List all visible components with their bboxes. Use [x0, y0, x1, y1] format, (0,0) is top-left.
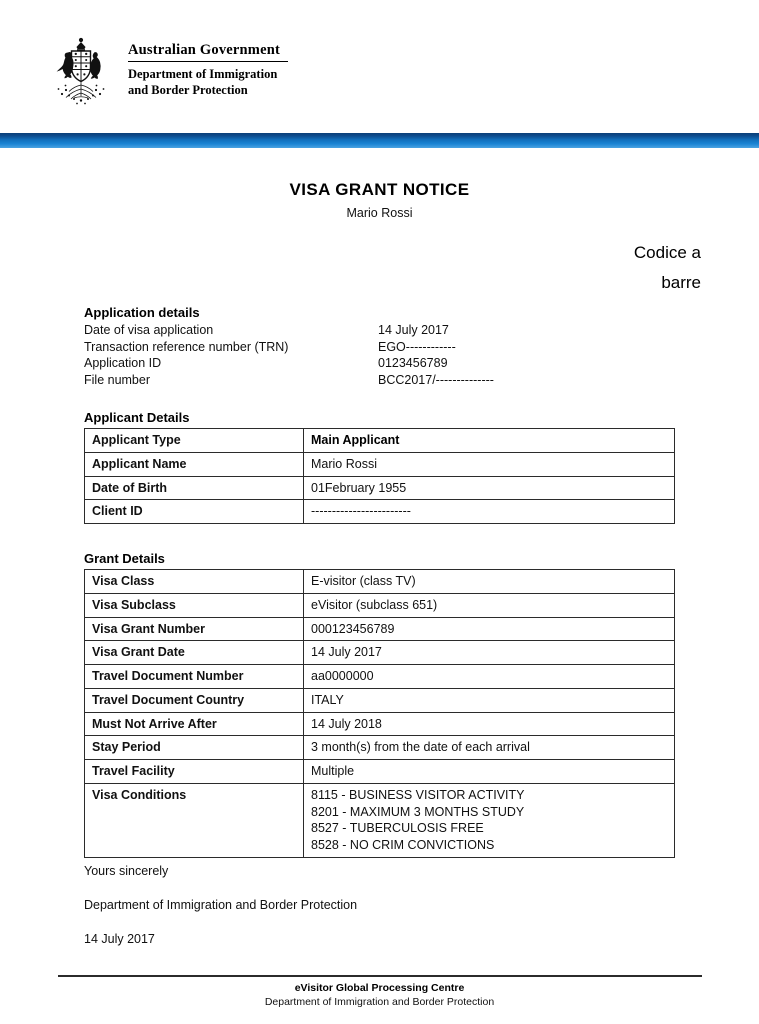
department-name-line1: Department of Immigration [128, 66, 278, 81]
table-row [85, 476, 675, 500]
cell-value: eVisitor (subclass 651) [304, 593, 675, 617]
application-details-row [84, 322, 684, 339]
table-row [85, 570, 675, 594]
barcode-placeholder [501, 238, 701, 298]
cell-label: Visa Grant Number [85, 617, 304, 641]
application-details-row [84, 355, 684, 372]
cell-label: Date of Birth [85, 476, 304, 500]
department-name-line2: and Border Protection [128, 82, 248, 97]
page-title: VISA GRANT NOTICE [289, 180, 470, 199]
application-details-row [84, 339, 684, 356]
cell-value: Mario Rossi [304, 452, 675, 476]
cell-label: Applicant Name [85, 452, 304, 476]
wordmark-divider [128, 61, 288, 62]
row-label: File number [84, 372, 150, 387]
row-value: BCC2017/-------------- [378, 372, 494, 387]
barcode-placeholder-line1: Codice a [633, 243, 701, 262]
applicant-details-heading: Applicant Details [84, 410, 190, 425]
table-row [85, 688, 675, 712]
cell-value: ------------------------ [304, 500, 675, 524]
application-details-section [84, 305, 684, 389]
page-footer [0, 975, 759, 1010]
row-value: 14 July 2017 [378, 323, 449, 337]
closing-date: 14 July 2017 [84, 932, 155, 946]
brand-accent-band [0, 133, 759, 148]
cell-label: Visa Subclass [85, 593, 304, 617]
table-row-visa-conditions [85, 783, 675, 857]
cell-value: E-visitor (class TV) [304, 570, 675, 594]
cell-value: 3 month(s) from the date of each arrival [304, 736, 675, 760]
cell-label: Visa Class [85, 570, 304, 594]
table-row [85, 452, 675, 476]
cell-value: 01February 1955 [304, 476, 675, 500]
cell-label: Client ID [85, 500, 304, 524]
visa-condition-item: 8201 - MAXIMUM 3 MONTHS STUDY [311, 804, 525, 819]
table-row [85, 429, 675, 453]
visa-conditions-list [304, 783, 675, 857]
cell-label: Travel Facility [85, 760, 304, 784]
table-row [85, 593, 675, 617]
cell-value: aa0000000 [304, 665, 675, 689]
footer-department-name: Department of Immigration and Border Protection [264, 996, 495, 1009]
table-row [85, 760, 675, 784]
visa-condition-item: 8527 - TUBERCULOSIS FREE [311, 821, 484, 836]
table-row [85, 500, 675, 524]
cell-value: ITALY [304, 688, 675, 712]
table-row [85, 712, 675, 736]
grant-details-table [84, 569, 675, 858]
table-row [85, 641, 675, 665]
closing-block [84, 864, 684, 946]
government-wordmark [128, 36, 288, 98]
cell-label: Travel Document Country [85, 688, 304, 712]
cell-value: 14 July 2018 [304, 712, 675, 736]
footer-divider [58, 975, 702, 977]
row-value: 0123456789 [378, 356, 448, 371]
barcode-placeholder-line2: barre [661, 272, 701, 292]
row-label: Date of visa application [84, 323, 214, 337]
cell-label: Visa Conditions [85, 783, 304, 857]
application-details-heading: Application details [84, 305, 200, 320]
application-details-row [84, 372, 684, 389]
closing-department: Department of Immigration and Border Protection [84, 898, 358, 912]
cell-value: 14 July 2017 [304, 641, 675, 665]
table-row [85, 665, 675, 689]
cell-label: Travel Document Number [85, 665, 304, 689]
applicant-details-section [84, 410, 675, 524]
closing-salutation: Yours sincerely [84, 864, 169, 878]
row-label: Application ID [84, 356, 162, 371]
visa-condition-item: 8115 - BUSINESS VISITOR ACTIVITY [311, 787, 525, 802]
row-value: EGO------------ [378, 339, 456, 354]
grant-details-heading: Grant Details [84, 551, 165, 566]
australian-coat-of-arms-icon [44, 36, 118, 108]
title-block [0, 180, 759, 220]
cell-value: 000123456789 [304, 617, 675, 641]
australian-government-text: Australian Government [128, 42, 281, 58]
grant-details-section [84, 551, 675, 858]
cell-label: Applicant Type [85, 429, 304, 453]
cell-label: Stay Period [85, 736, 304, 760]
applicant-name-subtitle: Mario Rossi [346, 206, 413, 220]
cell-value: Multiple [304, 760, 675, 784]
table-row [85, 617, 675, 641]
cell-value: Main Applicant [304, 429, 675, 453]
visa-condition-item: 8528 - NO CRIM CONVICTIONS [311, 838, 495, 852]
row-label: Transaction reference number (TRN) [84, 339, 289, 354]
table-row [85, 736, 675, 760]
letterhead [44, 36, 288, 108]
cell-label: Must Not Arrive After [85, 712, 304, 736]
applicant-details-table [84, 428, 675, 524]
footer-office-name: eVisitor Global Processing Centre [294, 981, 465, 994]
cell-label: Visa Grant Date [85, 641, 304, 665]
